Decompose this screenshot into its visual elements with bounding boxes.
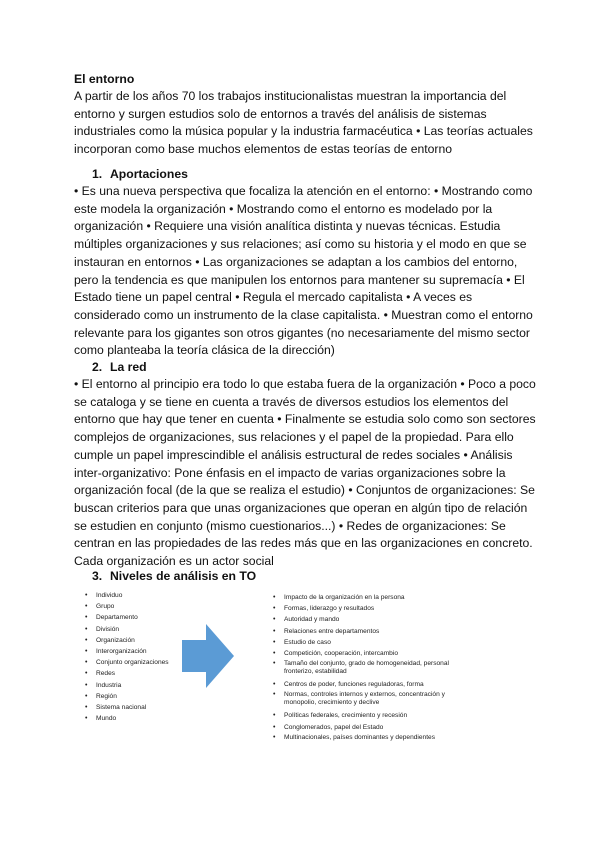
list-item: • Multinacionales, países dominantes y dependientes — [272, 734, 452, 742]
section-title: Niveles de análisis en TO — [110, 569, 257, 583]
list-item: • Región — [84, 691, 214, 702]
list-item: • Estudio de caso — [272, 637, 452, 648]
section-number: 2. — [92, 360, 103, 374]
list-item: • Autoridad y mando — [272, 614, 452, 625]
list-item: • Relaciones entre departamentos — [272, 626, 452, 637]
section-heading-aportaciones — [92, 167, 188, 181]
list-item: • Políticas federales, crecimiento y recesión — [272, 710, 452, 721]
section-number: 1. — [92, 167, 103, 181]
arrow-shape — [182, 624, 234, 688]
list-item: • División — [84, 624, 214, 635]
list-item: • Tamaño del conjunto, grado de homogeneidad, personal fronterizo, estabilidad — [272, 660, 452, 676]
list-item: • Redes — [84, 668, 214, 679]
list-item: • Centros de poder, funciones reguladoras, forma — [272, 679, 452, 690]
list-item: • Conglomerados, papel del Estado — [272, 722, 452, 733]
section-heading-la-red — [92, 360, 147, 374]
intro-paragraph: A partir de los años 70 los trabajos institucionalistas muestran la importancia del entorno y surgen estudios solo de entornos a través del análisis de sistemas industriales como la música popular y la industria farmacéutica • Las teorías actuales incorporan como base muchos elementos de estas teorías de entorno — [74, 89, 533, 157]
section-title: La red — [110, 360, 147, 374]
la-red-paragraph: • El entorno al principio era todo lo que estaba fuera de la organización • Poco a poco se cataloga y se tiene en cuenta a través de diversos estudios los elementos del entorno que hay que tener en cuenta • Finalmente se estudia solo como son sectores complejos de organizaciones, sus relaciones y el papel de la propiedad. Para ello cumple un papel imprescindible el análisis estructural de redes sociales • Análisis inter-organizativo: Pone énfasis en el impacto de varias organizaciones sobre la organización focal (de la que se realiza el estudio) • Conjuntos de organizaciones: Se buscan criterios para que unas organizaciones que operan en algún tipo de relación se estudien en conjunto (mismo cuestionarios...) • Redes de organizaciones: Se centran en las propiedades de las redes más que en las organizaciones en concreto. Cada organización es un actor social — [74, 377, 536, 569]
section-title: Aportaciones — [110, 167, 188, 181]
list-item: • Conjunto organizaciones — [84, 657, 214, 668]
list-item: • Competición, cooperación, intercambio — [272, 648, 452, 659]
list-item: • Individuo — [84, 590, 214, 601]
list-item: • Sistema nacional — [84, 702, 214, 713]
list-item: • Departamento — [84, 612, 214, 623]
aportaciones-paragraph: • Es una nueva perspectiva que focaliza la atención en el entorno: • Mostrando como este modela la organización • Mostrando como el entorno es modelado por la organización • Requiere una visión analítica distinta y nuevas técnicas. Estudia múltiples organizaciones y sus relaciones; así como su historia y el modo en que se instauran en entornos • Las organizaciones se adaptan a los cambios del entorno, pero la tendencia es que manipulen los entornos para mantener su supremacía • El Estado tiene un papel central • Regula el mercado capitalista • A veces es considerado como un instrumento de la clase capitalista. • Muestran como el entorno relevante para los gigantes son otros gigantes (no necesariamente del mismo sector como planteaba la teoría clásica de la dirección) — [74, 184, 533, 358]
list-item: • Interorganización — [84, 646, 214, 657]
levels-diagram — [74, 588, 544, 741]
section-heading-niveles — [92, 569, 256, 583]
list-item: • Normas, controles internos y externos, concentración y monopolio, crecimiento y declive — [272, 691, 452, 707]
section-number: 3. — [92, 569, 103, 583]
list-item: • Organización — [84, 635, 214, 646]
list-item: • Grupo — [84, 601, 214, 612]
document-title: El entorno — [74, 72, 135, 86]
list-item: • Mundo — [84, 713, 214, 724]
right-arrow-icon — [182, 624, 234, 688]
analysis-topics-list — [272, 592, 452, 745]
list-item: • Industria — [84, 680, 214, 691]
list-item: • Impacto de la organización en la persona — [272, 592, 452, 603]
list-item: • Formas, liderazgo y resultados — [272, 603, 452, 614]
